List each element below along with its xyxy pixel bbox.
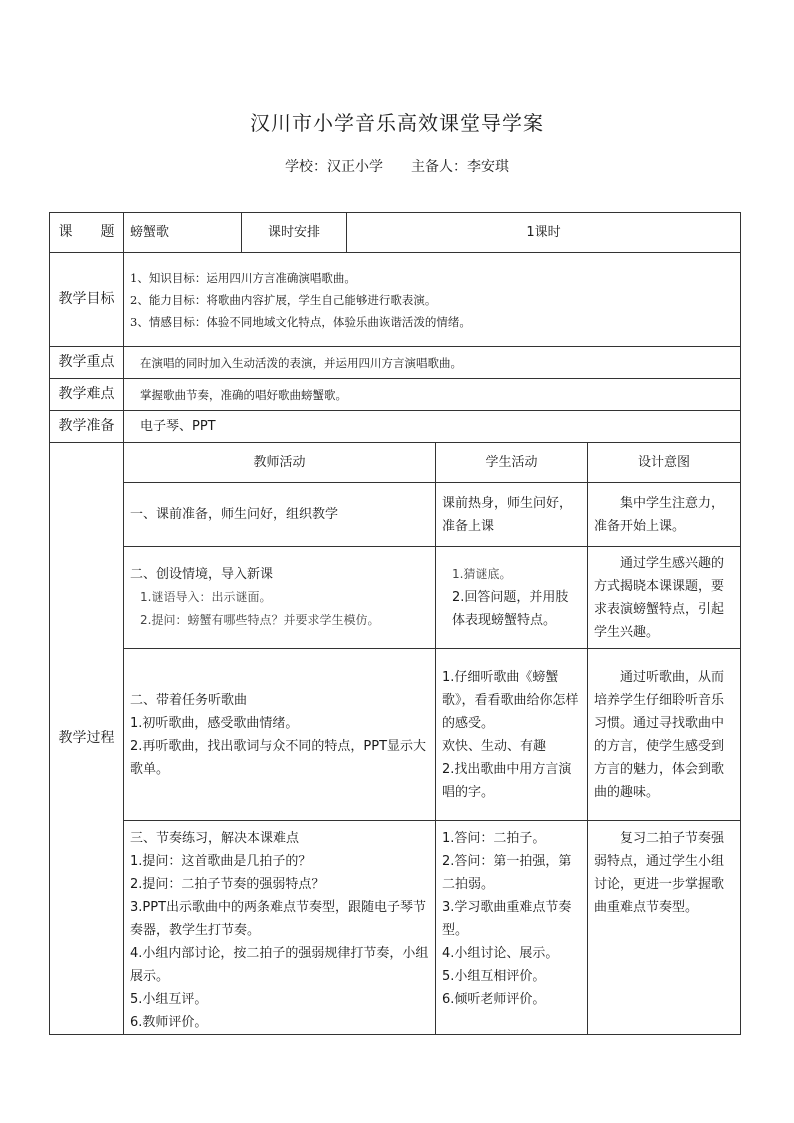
- difficulty-label: 教学难点: [50, 379, 124, 411]
- process-step-3: [50, 649, 741, 821]
- step4-intent: 复习二拍子节奏强弱特点，通过学生小组讨论，更进一步掌握歌曲重难点节奏型。: [588, 821, 741, 1035]
- student-activity: 欢快、生动、有趣: [442, 738, 547, 754]
- student-activity: 课前热身，师生问好，准备上课: [442, 495, 573, 534]
- row-difficulty: [50, 379, 741, 411]
- process-label: 教学过程: [50, 443, 124, 1035]
- student-activity: 4.小组讨论、展示。: [442, 946, 559, 961]
- step2-teacher: [124, 547, 436, 649]
- focus-value: 在演唱的同时加入生动活泼的表演，并运用四川方言演唱歌曲。: [124, 347, 741, 379]
- row-prep: [50, 411, 741, 443]
- time-label: 课时安排: [242, 213, 347, 253]
- student-activity: 1.仔细听歌曲《螃蟹歌》，看看歌曲给你怎样的感受。: [442, 669, 579, 731]
- prep-label: 教学准备: [50, 411, 124, 443]
- student-activity: 1.答问：二拍子。: [442, 831, 546, 846]
- process-step-1: [50, 483, 741, 547]
- goal-item: 2、能力目标：将歌曲内容扩展，学生自己能够进行歌表演。: [130, 292, 437, 307]
- row-topic: [50, 213, 741, 253]
- teacher-activity: 1.提问：这首歌曲是几拍子的？: [130, 854, 312, 869]
- process-step-4: [50, 821, 741, 1035]
- goals-label: 教学目标: [50, 253, 124, 347]
- author-label: 主备人：李安琪: [411, 159, 509, 175]
- teacher-activity: 一、课前准备，师生问好，组织教学: [130, 507, 339, 522]
- step3-intent: 通过听歌曲，从而培养学生仔细聆听音乐习惯。通过寻找歌曲中的方言，使学生感受到方言的魅力，体会到歌曲的趣味。: [588, 649, 741, 821]
- process-step-2: [50, 547, 741, 649]
- step3-teacher: [124, 649, 436, 821]
- teacher-step-title: 三、节奏练习，解决本课难点: [130, 831, 300, 846]
- time-value: 1课时: [347, 213, 741, 253]
- goal-item: 1、知识目标：运用四川方言准确演唱歌曲。: [130, 270, 356, 285]
- student-activity: 6.倾听老师评价。: [442, 992, 546, 1007]
- student-activity: 2.找出歌曲中用方言演唱的字。: [442, 761, 572, 800]
- school-label: 学校：汉正小学: [285, 159, 383, 175]
- page-title: 汉川市小学音乐高效课堂导学案: [250, 111, 544, 135]
- header-teacher: 教师活动: [124, 443, 436, 483]
- subtitle: [0, 156, 794, 176]
- step3-student: [436, 649, 588, 821]
- teacher-activity: 5.小组互评。: [130, 992, 208, 1007]
- student-activity: 5.小组互相评价。: [442, 969, 546, 984]
- goal-item: 3、情感目标：体验不同地域文化特点，体验乐曲诙谐活泼的情绪。: [130, 314, 471, 329]
- prep-value: 电子琴、PPT: [124, 411, 741, 443]
- teacher-step-title: 二、创设情境，导入新课: [130, 567, 274, 582]
- difficulty-value: 掌握歌曲节奏，准确的唱好歌曲螃蟹歌。: [124, 379, 741, 411]
- teacher-step-title: 二、带着任务听歌曲: [130, 692, 248, 708]
- header-student: 学生活动: [436, 443, 588, 483]
- process-header-row: [50, 443, 741, 483]
- step1-intent: 集中学生注意力，准备开始上课。: [588, 483, 741, 547]
- lesson-plan-table: [49, 212, 741, 1035]
- teacher-activity: 1.谜语导入：出示谜面。: [140, 590, 272, 604]
- teacher-activity: 6.教师评价。: [130, 1015, 208, 1030]
- teacher-activity: 2.提问：螃蟹有哪些特点？并要求学生模仿。: [140, 613, 380, 627]
- teacher-activity: 3.PPT出示歌曲中的两条难点节奏型，跟随电子琴节奏器，教学生打节奏。: [130, 900, 427, 938]
- goals-cell: [124, 253, 741, 347]
- row-goals: [50, 253, 741, 347]
- teacher-activity: 4.小组内部讨论，按二拍子的强弱规律打节奏，小组展示。: [130, 946, 429, 984]
- teacher-activity: 1.初听歌曲，感受歌曲情绪。: [130, 715, 299, 731]
- step4-teacher: [124, 821, 436, 1035]
- student-activity: 2.答问：第一拍强，第二拍弱。: [442, 854, 572, 892]
- row-focus: [50, 347, 741, 379]
- teacher-activity: 2.提问：二拍子节奏的强弱特点？: [130, 877, 325, 892]
- header-intent: 设计意图: [588, 443, 741, 483]
- teacher-activity: 2.再听歌曲，找出歌词与众不同的特点，PPT显示大歌单。: [130, 738, 427, 777]
- step1-teacher: [124, 483, 436, 547]
- step2-intent: 通过学生感兴趣的方式揭晓本课课题，要求表演螃蟹特点，引起学生兴趣。: [588, 547, 741, 649]
- step4-student: [436, 821, 588, 1035]
- step1-student: [436, 483, 588, 547]
- student-activity: 3.学习歌曲重难点节奏型。: [442, 900, 572, 938]
- student-activity: 1.猜谜底。: [452, 567, 512, 581]
- topic-label: 课 题: [50, 213, 124, 253]
- step2-student: [436, 547, 588, 649]
- student-activity: 2.回答问题，并用肢体表现螃蟹特点。: [452, 590, 569, 628]
- focus-label: 教学重点: [50, 347, 124, 379]
- topic-value: 螃蟹歌: [124, 213, 242, 253]
